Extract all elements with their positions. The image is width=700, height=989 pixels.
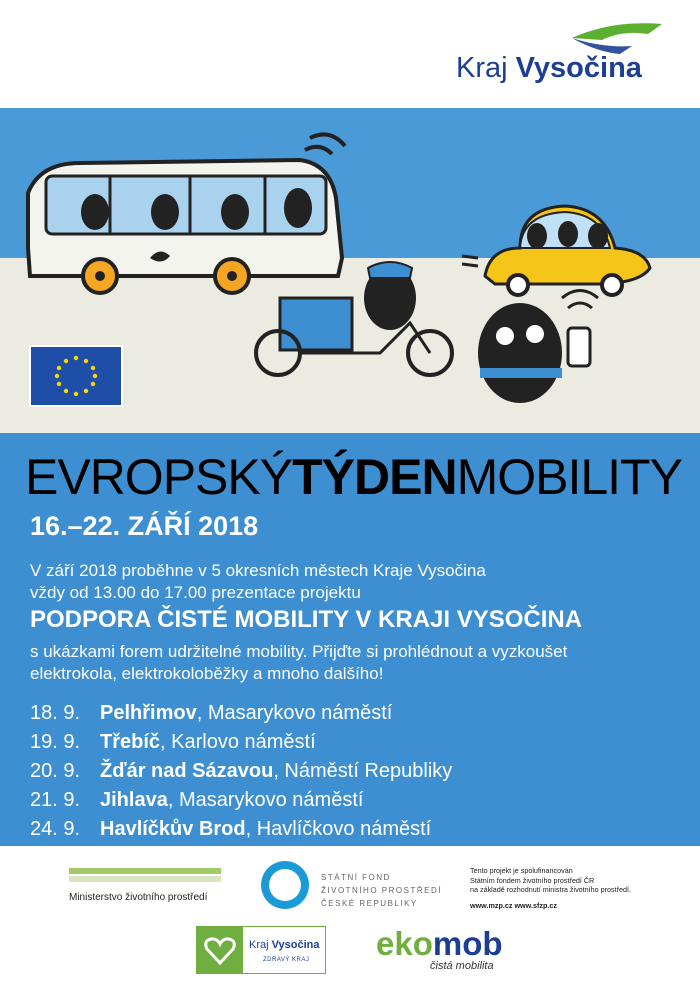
event-place: , Masarykovo náměstí bbox=[196, 702, 393, 724]
ekomob-tagline: čistá mobilita bbox=[430, 960, 494, 972]
kraj-vysocina-logo bbox=[452, 18, 672, 88]
list-item bbox=[30, 728, 452, 757]
logo-kraj: Kraj bbox=[456, 52, 508, 84]
project-name: PODPORA ČISTÉ MOBILITY V KRAJI VYSOČINA bbox=[30, 606, 583, 633]
list-item bbox=[30, 815, 452, 844]
list-item bbox=[30, 699, 452, 728]
mzp-logo bbox=[69, 868, 221, 903]
cofinancing-note: Tento projekt je spolufinancován Státním fondem životního prostředí ČR na základě rozhodnutí ministra životního prostředí. www.mzp.cz www.sfzp.cz bbox=[470, 866, 632, 910]
mzp-label: Ministerstvo životního prostředí bbox=[69, 892, 208, 903]
illustration bbox=[0, 108, 700, 433]
event-date-item: 24. 9. bbox=[30, 818, 81, 840]
event-date-item: 19. 9. bbox=[30, 731, 81, 753]
event-list bbox=[30, 699, 452, 844]
event-place: , Náměstí Republiky bbox=[273, 760, 453, 782]
event-date-item: 21. 9. bbox=[30, 789, 81, 811]
eu-flag-icon bbox=[30, 346, 122, 406]
title-part1: EVROPSKÝ bbox=[25, 449, 293, 505]
event-city: Havlíčkův Brod bbox=[100, 818, 246, 840]
event-place: , Havlíčkovo náměstí bbox=[245, 818, 432, 840]
page-title bbox=[25, 448, 682, 506]
event-city: Jihlava bbox=[100, 789, 168, 811]
event-city: Žďár nad Sázavou bbox=[100, 760, 274, 782]
list-item bbox=[30, 757, 452, 786]
desc-line2: elektrokola, elektrokoloběžky a mnoho dalšího! bbox=[30, 664, 384, 683]
web-links[interactable]: www.mzp.cz www.sfzp.cz bbox=[470, 900, 557, 910]
sfzp-logo-icon bbox=[258, 858, 312, 912]
title-part2: TÝDEN bbox=[292, 449, 457, 505]
event-city: Pelhřimov bbox=[100, 702, 197, 724]
intro-line1: V září 2018 proběhne v 5 okresních městech Kraje Vysočina bbox=[30, 561, 486, 580]
event-place: , Karlovo náměstí bbox=[160, 731, 316, 753]
event-date: 16.–22. ZÁŘÍ 2018 bbox=[30, 511, 259, 541]
intro-line2: vždy od 13.00 do 17.00 prezentace projektu bbox=[30, 583, 361, 602]
intro-text bbox=[30, 560, 680, 604]
heart-icon bbox=[197, 927, 243, 973]
desc-line1: s ukázkami forem udržitelné mobility. Přijďte si prohlédnout a vyzkoušet bbox=[30, 642, 568, 661]
logo-vysocina: Vysočina bbox=[515, 52, 642, 84]
event-place: , Masarykovo náměstí bbox=[167, 789, 364, 811]
event-date-item: 20. 9. bbox=[30, 760, 81, 782]
description-text bbox=[30, 641, 680, 685]
title-part3: MOBILITY bbox=[456, 449, 682, 505]
event-date-item: 18. 9. bbox=[30, 702, 81, 724]
event-city: Třebíč bbox=[100, 731, 161, 753]
zdravy-kraj-logo: Kraj Vysočina ZDRAVÝ KRAJ bbox=[196, 926, 326, 974]
list-item bbox=[30, 786, 452, 815]
logo-text bbox=[456, 52, 642, 85]
ekomob-logo: ekomob bbox=[376, 925, 503, 962]
header bbox=[0, 0, 700, 108]
sfzp-label: STÁTNÍ FOND ŽIVOTNÍHO PROSTŘEDÍ ČESKÉ REPUBLIKY bbox=[321, 873, 442, 908]
